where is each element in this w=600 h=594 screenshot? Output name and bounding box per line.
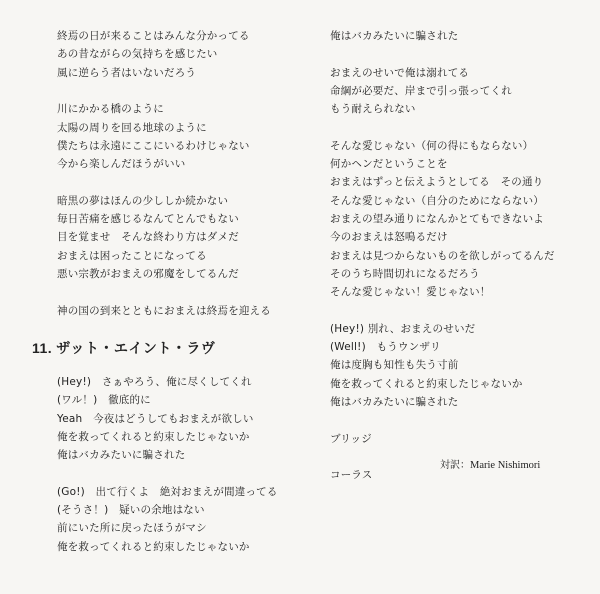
lyric-line: 今から楽しんだほうがいい (57, 158, 186, 171)
lyric-line: 俺はバカみたいに騙された (330, 30, 459, 42)
lyric-line: おまえは困ったことになってる (57, 249, 207, 262)
lyric-line: 毎日苦痛を感じるなんてとんでもない (57, 213, 239, 225)
lyric-line: 終焉の日が来ることはみんな分かってる (57, 30, 250, 42)
lyric-line: 太陽の周りを回る地球のように (57, 121, 207, 134)
lyric-line: (Hey!) 別れ、おまえのせいだ (330, 322, 476, 335)
song-title (32, 338, 215, 358)
lyric-line: 川にかかる橋のように (57, 103, 164, 116)
lyric-line: 今のおまえは怒鳴るだけ (330, 231, 448, 244)
lyric-line: ブリッジ (330, 432, 372, 445)
lyric-line: 俺は度胸も知性も失う寸前 (330, 359, 459, 372)
lyric-line: 俺を救ってくれると約束したじゃないか (330, 377, 523, 390)
track-number: 11. (32, 340, 53, 356)
lyric-line: そんな愛じゃない（自分のためにならない） (330, 194, 544, 207)
lyric-line: 命綱が必要だ、岸まで引っ張ってくれ (330, 84, 512, 97)
lyric-line: そのうち時間切れになるだろう (330, 267, 480, 280)
lyric-line: 俺はバカみたいに騙された (330, 396, 459, 408)
lyric-line: おまえの望み通りになんかとてもできないよ (330, 213, 544, 225)
lyric-line: 何かヘンだということを (330, 158, 448, 171)
lyric-line: 僕たちは永遠にここにいるわけじゃない (57, 139, 250, 152)
lyric-line: そんな愛じゃない（何の得にもならない） (330, 139, 534, 152)
lyric-line: (Well!) もうウンザリ (330, 341, 441, 354)
lyric-line: (Hey!) さぁやろう、俺に尽くしてくれ (57, 376, 252, 388)
translator-name: Marie Nishimori (470, 460, 541, 471)
lyric-line: おまえはずっと伝えようとしてる その通り (330, 176, 544, 189)
lyric-line: 俺を救ってくれると約束したじゃないか (57, 540, 250, 553)
lyric-line: あの昔ながらの気持ちを感じたい (57, 48, 218, 61)
lyric-line: 神の国の到来とともにおまえは終焉を迎える (57, 304, 271, 317)
lyric-line: 俺を救ってくれると約束したじゃないか (57, 430, 250, 443)
translator-credit (440, 456, 540, 471)
lyric-line: 暗黒の夢はほんの少ししか続かない (57, 194, 229, 207)
track-title: ザット・エイント・ラヴ (56, 341, 216, 357)
lyric-line: (ワル！) 徹底的に (57, 394, 151, 407)
lyric-line: 前にいた所に戻ったほうがマシ (57, 522, 207, 535)
lyric-line: (Go!) 出て行くよ 絶対おまえが間違ってる (57, 485, 278, 498)
lyric-line: 俺はバカみたいに騙された (57, 449, 186, 462)
lyric-line: そんな愛じゃない！愛じゃない！ (330, 286, 491, 299)
lyric-line: おまえのせいで俺は溺れてる (330, 66, 470, 79)
lyric-line: 目を覚ませ そんな終わり方はダメだ (57, 231, 239, 244)
lyric-line: もう耐えられない (330, 103, 416, 116)
lyric-line: 風に逆らう者はいないだろう (57, 66, 197, 79)
lyric-line: おまえは見つからないものを欲しがってるんだ (330, 249, 555, 262)
lyric-line: コーラス (330, 469, 373, 482)
translator-label: 対訳： (440, 460, 470, 471)
lyric-line: 悪い宗教がおまえの邪魔をしてるんだ (57, 267, 239, 280)
lyric-line: Yeah 今夜はどうしてもおまえが欲しい (57, 412, 254, 425)
lyric-line: (そうさ！) 疑いの余地はない (57, 504, 205, 517)
